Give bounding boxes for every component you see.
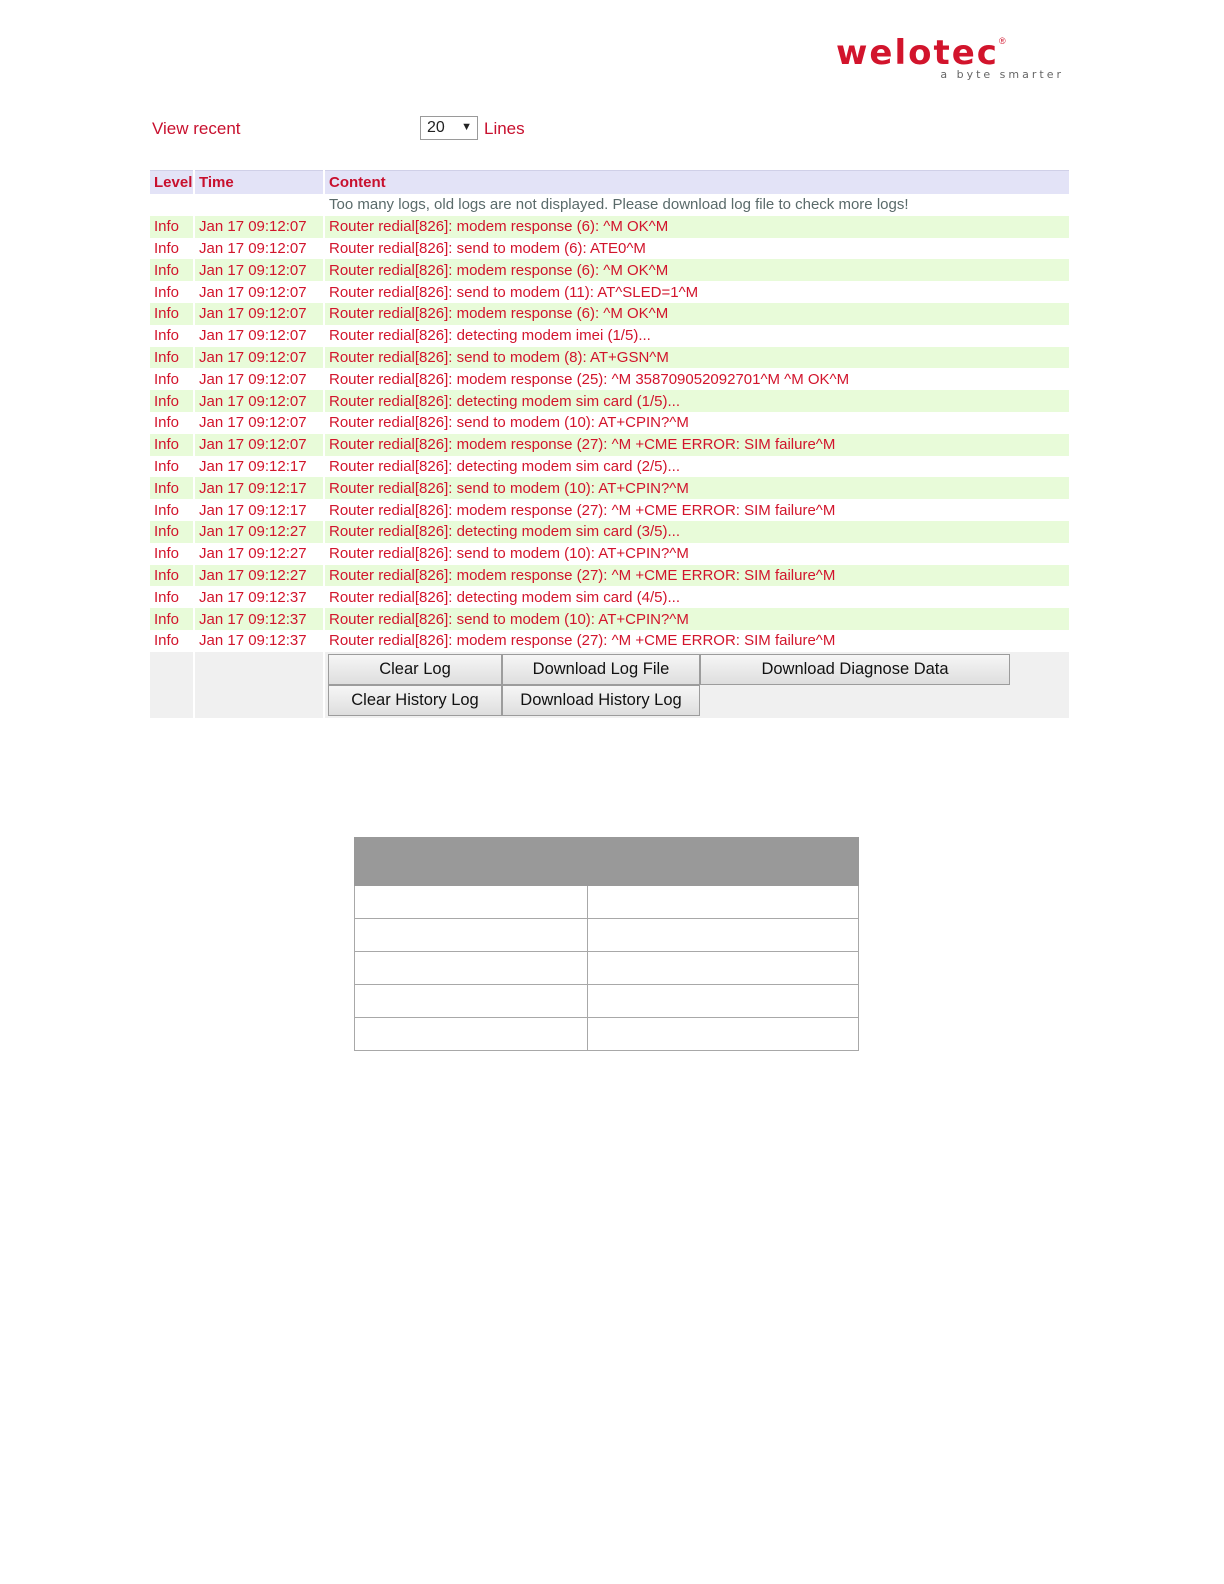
log-level: Info bbox=[150, 259, 194, 281]
header-content: Content bbox=[324, 171, 1070, 195]
empty-table-row bbox=[355, 952, 859, 985]
log-content: Router redial[826]: send to modem (10): AT+CPIN?^M bbox=[324, 477, 1070, 499]
log-content: Router redial[826]: send to modem (11): AT^SLED=1^M bbox=[324, 281, 1070, 303]
log-time: Jan 17 09:12:07 bbox=[194, 259, 324, 281]
download-history-log-button[interactable]: Download History Log bbox=[502, 685, 700, 716]
log-time: Jan 17 09:12:07 bbox=[194, 390, 324, 412]
log-row bbox=[150, 456, 1070, 478]
log-level: Info bbox=[150, 216, 194, 238]
log-time: Jan 17 09:12:07 bbox=[194, 303, 324, 325]
log-time: Jan 17 09:12:07 bbox=[194, 238, 324, 260]
log-level: Info bbox=[150, 565, 194, 587]
log-content: Router redial[826]: detecting modem sim card (2/5)... bbox=[324, 456, 1070, 478]
log-row bbox=[150, 259, 1070, 281]
log-content: Router redial[826]: modem response (27): ^M +CME ERROR: SIM failure^M bbox=[324, 434, 1070, 456]
log-row bbox=[150, 543, 1070, 565]
log-time: Jan 17 09:12:07 bbox=[194, 325, 324, 347]
log-content: Router redial[826]: modem response (27): ^M +CME ERROR: SIM failure^M bbox=[324, 499, 1070, 521]
empty-table-row bbox=[355, 985, 859, 1018]
download-log-file-button[interactable]: Download Log File bbox=[502, 654, 700, 685]
log-time: Jan 17 09:12:27 bbox=[194, 565, 324, 587]
log-time: Jan 17 09:12:37 bbox=[194, 586, 324, 608]
log-level: Info bbox=[150, 281, 194, 303]
chevron-down-icon: ▼ bbox=[461, 121, 472, 133]
empty-table-header bbox=[355, 838, 859, 886]
log-notice-row bbox=[150, 194, 1070, 216]
empty-table bbox=[354, 837, 859, 1051]
clear-log-button[interactable]: Clear Log bbox=[328, 654, 502, 685]
log-row bbox=[150, 281, 1070, 303]
log-row bbox=[150, 477, 1070, 499]
log-actions-row bbox=[150, 652, 1070, 718]
log-time: Jan 17 09:12:07 bbox=[194, 412, 324, 434]
log-content: Router redial[826]: detecting modem imei (1/5)... bbox=[324, 325, 1070, 347]
log-row bbox=[150, 521, 1070, 543]
log-time: Jan 17 09:12:17 bbox=[194, 456, 324, 478]
log-row bbox=[150, 368, 1070, 390]
log-content: Router redial[826]: modem response (27): ^M +CME ERROR: SIM failure^M bbox=[324, 630, 1070, 652]
empty-table-row bbox=[355, 919, 859, 952]
log-level: Info bbox=[150, 499, 194, 521]
log-notice-text: Too many logs, old logs are not displayed. Please download log file to check more logs! bbox=[324, 194, 1070, 216]
log-level: Info bbox=[150, 630, 194, 652]
log-content: Router redial[826]: send to modem (10): AT+CPIN?^M bbox=[324, 543, 1070, 565]
log-time: Jan 17 09:12:07 bbox=[194, 216, 324, 238]
log-time: Jan 17 09:12:07 bbox=[194, 281, 324, 303]
log-time: Jan 17 09:12:07 bbox=[194, 368, 324, 390]
log-level: Info bbox=[150, 434, 194, 456]
log-time: Jan 17 09:12:27 bbox=[194, 521, 324, 543]
log-level: Info bbox=[150, 347, 194, 369]
log-row bbox=[150, 434, 1070, 456]
view-recent-label: View recent bbox=[152, 119, 241, 138]
log-time: Jan 17 09:12:17 bbox=[194, 499, 324, 521]
log-level: Info bbox=[150, 325, 194, 347]
log-panel bbox=[150, 170, 1070, 718]
log-content: Router redial[826]: modem response (6): ^M OK^M bbox=[324, 303, 1070, 325]
log-content: Router redial[826]: detecting modem sim card (4/5)... bbox=[324, 586, 1070, 608]
log-row bbox=[150, 565, 1070, 587]
log-content: Router redial[826]: send to modem (10): AT+CPIN?^M bbox=[324, 608, 1070, 630]
log-content: Router redial[826]: send to modem (10): AT+CPIN?^M bbox=[324, 412, 1070, 434]
lines-select-value: 20 bbox=[427, 119, 445, 136]
log-time: Jan 17 09:12:37 bbox=[194, 608, 324, 630]
log-action-buttons bbox=[325, 652, 1069, 718]
log-row bbox=[150, 303, 1070, 325]
log-time: Jan 17 09:12:07 bbox=[194, 434, 324, 456]
log-level: Info bbox=[150, 390, 194, 412]
log-level: Info bbox=[150, 521, 194, 543]
log-content: Router redial[826]: send to modem (6): ATE0^M bbox=[324, 238, 1070, 260]
log-row bbox=[150, 390, 1070, 412]
logo-wordmark: welotec bbox=[836, 33, 999, 73]
log-level: Info bbox=[150, 608, 194, 630]
empty-table-row bbox=[355, 1018, 859, 1051]
log-level: Info bbox=[150, 238, 194, 260]
log-content: Router redial[826]: detecting modem sim card (3/5)... bbox=[324, 521, 1070, 543]
log-row bbox=[150, 412, 1070, 434]
log-time: Jan 17 09:12:37 bbox=[194, 630, 324, 652]
clear-history-log-button[interactable]: Clear History Log bbox=[328, 685, 502, 716]
log-content: Router redial[826]: detecting modem sim card (1/5)... bbox=[324, 390, 1070, 412]
welotec-logo bbox=[836, 33, 1076, 86]
log-table bbox=[150, 170, 1071, 718]
lines-select[interactable] bbox=[420, 116, 478, 140]
log-time: Jan 17 09:12:07 bbox=[194, 347, 324, 369]
log-level: Info bbox=[150, 477, 194, 499]
header-time: Time bbox=[194, 171, 324, 195]
log-level: Info bbox=[150, 368, 194, 390]
header-level: Level bbox=[150, 171, 194, 195]
empty-table-row bbox=[355, 886, 859, 919]
logo-registered-mark: ® bbox=[998, 36, 1006, 46]
log-time: Jan 17 09:12:17 bbox=[194, 477, 324, 499]
lines-label: Lines bbox=[484, 119, 525, 138]
log-time: Jan 17 09:12:27 bbox=[194, 543, 324, 565]
log-row bbox=[150, 608, 1070, 630]
log-level: Info bbox=[150, 303, 194, 325]
log-level: Info bbox=[150, 586, 194, 608]
log-row bbox=[150, 325, 1070, 347]
log-row bbox=[150, 630, 1070, 652]
log-content: Router redial[826]: modem response (27): ^M +CME ERROR: SIM failure^M bbox=[324, 565, 1070, 587]
log-content: Router redial[826]: modem response (6): ^M OK^M bbox=[324, 259, 1070, 281]
log-level: Info bbox=[150, 543, 194, 565]
download-diagnose-data-button[interactable]: Download Diagnose Data bbox=[700, 654, 1010, 685]
view-recent-row bbox=[152, 116, 752, 144]
logo-tagline: a byte smarter bbox=[940, 68, 1064, 81]
log-row bbox=[150, 586, 1070, 608]
log-level: Info bbox=[150, 456, 194, 478]
log-content: Router redial[826]: modem response (6): ^M OK^M bbox=[324, 216, 1070, 238]
log-content: Router redial[826]: modem response (25): ^M 358709052092701^M ^M OK^M bbox=[324, 368, 1070, 390]
log-row bbox=[150, 499, 1070, 521]
log-header-row bbox=[150, 171, 1070, 195]
log-content: Router redial[826]: send to modem (8): AT+GSN^M bbox=[324, 347, 1070, 369]
log-level: Info bbox=[150, 412, 194, 434]
log-row bbox=[150, 347, 1070, 369]
log-row bbox=[150, 238, 1070, 260]
log-row bbox=[150, 216, 1070, 238]
